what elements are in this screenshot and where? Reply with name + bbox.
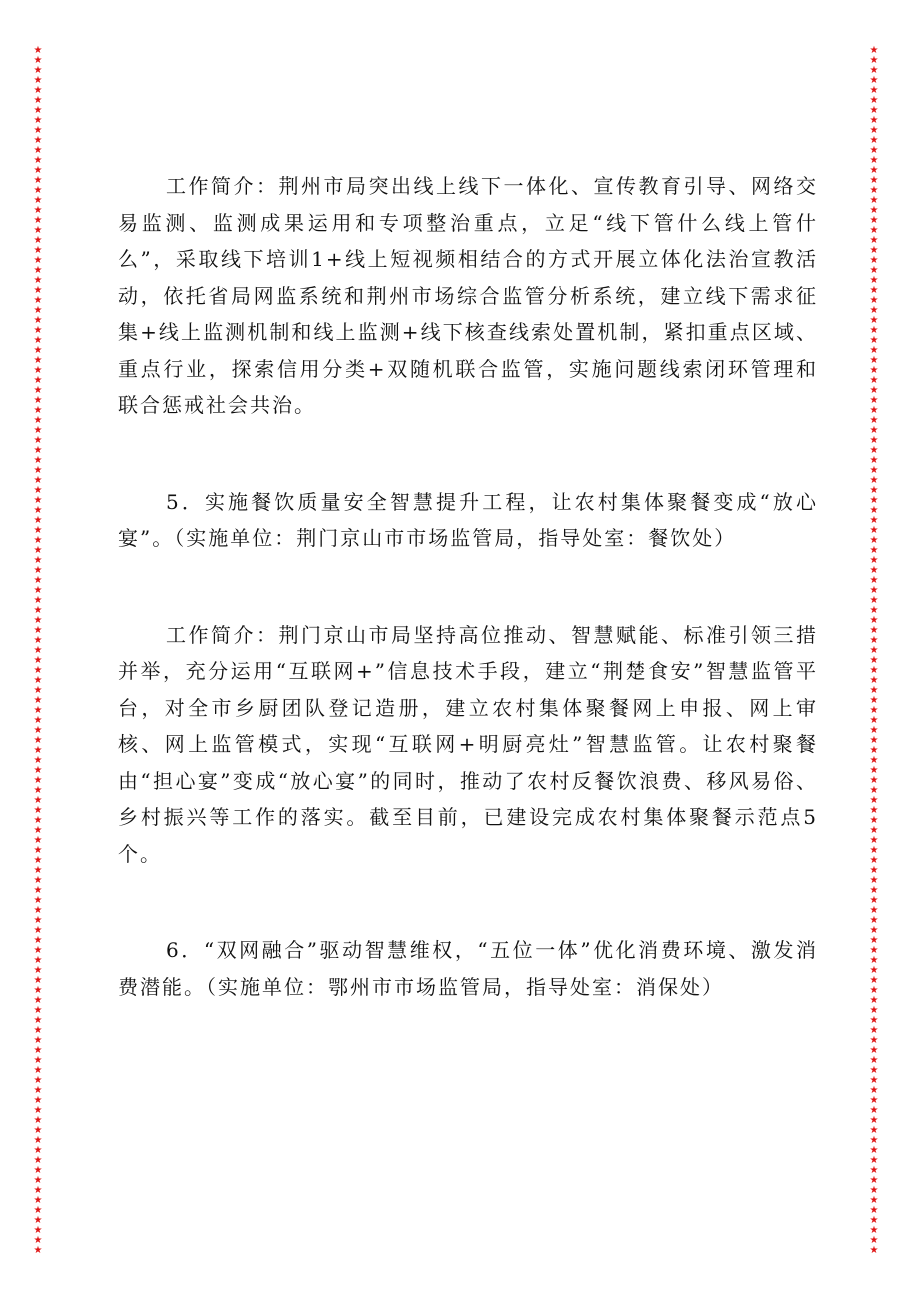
star-icon: ★ [33,965,43,976]
star-icon: ★ [33,85,43,96]
star-icon: ★ [869,895,879,906]
star-icon: ★ [33,1225,43,1236]
star-icon: ★ [33,395,43,406]
star-icon: ★ [33,1185,43,1196]
star-icon: ★ [33,755,43,766]
star-icon: ★ [869,645,879,656]
star-icon: ★ [869,695,879,706]
star-icon: ★ [869,135,879,146]
star-icon: ★ [33,855,43,866]
star-icon: ★ [33,455,43,466]
star-icon: ★ [869,1175,879,1186]
star-icon: ★ [869,1195,879,1206]
star-icon: ★ [869,275,879,286]
star-icon: ★ [869,75,879,86]
star-icon: ★ [869,1145,879,1156]
star-icon: ★ [33,1155,43,1166]
star-icon: ★ [869,405,879,416]
paragraph-item-5-heading: 5．实施餐饮质量安全智慧提升工程，让农村集体聚餐变成“放心宴”。（实施单位：荆门京山市市场监管局，指导处室：餐饮处） [118,489,818,550]
star-icon: ★ [33,935,43,946]
star-icon: ★ [33,365,43,376]
star-icon: ★ [869,1105,879,1116]
star-icon: ★ [33,225,43,236]
star-icon: ★ [33,115,43,126]
star-icon: ★ [869,665,879,676]
star-icon: ★ [33,725,43,736]
star-icon: ★ [869,205,879,216]
star-icon: ★ [33,575,43,586]
star-icon: ★ [33,535,43,546]
star-icon: ★ [33,905,43,916]
paragraph-item-6-heading: 6．“双网融合”驱动智慧维权，“五位一体”优化消费环境、激发消费潜能。（实施单位：鄂州市市场监管局，指导处室：消保处） [118,938,818,999]
star-icon: ★ [33,525,43,536]
star-icon: ★ [869,115,879,126]
star-icon: ★ [869,1245,879,1256]
star-icon: ★ [33,475,43,486]
star-icon: ★ [869,155,879,166]
star-icon: ★ [869,1125,879,1136]
star-icon: ★ [33,915,43,926]
star-icon: ★ [33,485,43,496]
star-icon: ★ [33,435,43,446]
star-icon: ★ [869,985,879,996]
star-icon: ★ [33,515,43,526]
star-icon: ★ [33,265,43,276]
star-icon: ★ [33,375,43,386]
star-icon: ★ [869,735,879,746]
star-icon: ★ [869,145,879,156]
star-icon: ★ [869,235,879,246]
star-icon: ★ [869,355,879,366]
star-icon: ★ [869,55,879,66]
star-icon: ★ [869,345,879,356]
star-icon: ★ [869,1005,879,1016]
star-icon: ★ [33,1175,43,1186]
star-icon: ★ [33,1135,43,1146]
star-icon: ★ [869,745,879,756]
star-icon: ★ [33,1145,43,1156]
star-icon: ★ [869,285,879,296]
star-icon: ★ [869,795,879,806]
star-icon: ★ [33,205,43,216]
star-icon: ★ [869,1085,879,1096]
star-icon: ★ [33,785,43,796]
star-icon: ★ [33,1095,43,1106]
star-icon: ★ [869,165,879,176]
star-icon: ★ [869,905,879,916]
star-icon: ★ [33,1105,43,1116]
star-icon: ★ [869,1055,879,1066]
star-icon: ★ [33,235,43,246]
star-icon: ★ [33,885,43,896]
star-icon: ★ [869,705,879,716]
star-icon: ★ [33,765,43,776]
star-icon: ★ [33,345,43,356]
star-icon: ★ [869,195,879,206]
star-icon: ★ [869,605,879,616]
star-icon: ★ [869,855,879,866]
star-icon: ★ [33,1115,43,1126]
star-icon: ★ [33,155,43,166]
star-icon: ★ [33,1085,43,1096]
star-icon: ★ [869,975,879,986]
star-icon: ★ [869,885,879,896]
star-icon: ★ [33,895,43,906]
star-icon: ★ [869,225,879,236]
star-icon: ★ [869,755,879,766]
star-icon: ★ [869,785,879,796]
star-icon: ★ [33,255,43,266]
star-icon: ★ [33,875,43,886]
star-icon: ★ [869,765,879,776]
star-icon: ★ [33,275,43,286]
star-icon: ★ [869,1115,879,1126]
star-icon: ★ [869,85,879,96]
star-icon: ★ [869,955,879,966]
star-icon: ★ [33,195,43,206]
star-icon: ★ [33,125,43,136]
star-icon: ★ [869,215,879,226]
star-icon: ★ [869,485,879,496]
star-icon: ★ [869,565,879,576]
star-icon: ★ [33,615,43,626]
star-icon: ★ [33,635,43,646]
star-icon: ★ [33,285,43,296]
star-icon: ★ [33,705,43,716]
star-icon: ★ [869,775,879,786]
star-icon: ★ [33,805,43,816]
star-icon: ★ [869,935,879,946]
star-icon: ★ [869,45,879,56]
star-icon: ★ [33,595,43,606]
star-icon: ★ [869,575,879,586]
star-icon: ★ [869,845,879,856]
star-icon: ★ [869,1075,879,1086]
star-icon: ★ [869,595,879,606]
star-icon: ★ [869,125,879,136]
star-icon: ★ [869,1095,879,1106]
star-icon: ★ [33,1165,43,1176]
star-icon: ★ [869,585,879,596]
star-icon: ★ [33,165,43,176]
star-icon: ★ [33,695,43,706]
star-icon: ★ [33,555,43,566]
star-icon: ★ [33,745,43,756]
star-icon: ★ [33,835,43,846]
star-icon: ★ [869,95,879,106]
star-icon: ★ [33,545,43,556]
star-icon: ★ [33,1005,43,1016]
star-icon: ★ [33,385,43,396]
star-icon: ★ [33,245,43,256]
star-icon: ★ [33,505,43,516]
paragraph-jingzhou-summary: 工作简介：荆州市局突出线上线下一体化、宣传教育引导、网络交易监测、监测成果运用和专项整治重点，立足“线下管什么线上管什么”，采取线下培训1+线上短视频相结合的方式开展立体化法治宣教活动，依托省局网监系统和荆州市场综合监管分析系统，建立线下需求征集+线上监测机制和线上监测+线下核查线索处置机制，紧扣重点区域、重点行业，探索信用分类+双随机联合监管，实施问题线索闭环管理和联合惩戒社会共治。 [118,174,818,417]
star-icon: ★ [33,985,43,996]
star-icon: ★ [33,445,43,456]
star-icon: ★ [33,665,43,676]
star-icon: ★ [869,725,879,736]
star-icon: ★ [869,1185,879,1196]
star-icon: ★ [869,875,879,886]
star-icon: ★ [869,865,879,876]
star-icon: ★ [869,495,879,506]
star-icon: ★ [869,265,879,276]
star-icon: ★ [33,625,43,636]
star-icon: ★ [33,405,43,416]
star-icon: ★ [869,1215,879,1226]
star-icon: ★ [33,1065,43,1076]
star-icon: ★ [869,395,879,406]
star-icon: ★ [33,415,43,426]
star-icon: ★ [33,175,43,186]
star-icon: ★ [869,815,879,826]
star-icon: ★ [33,305,43,316]
star-icon: ★ [869,1155,879,1166]
star-icon: ★ [33,145,43,156]
star-icon: ★ [869,625,879,636]
document-body [118,168,818,1005]
star-icon: ★ [33,655,43,666]
star-icon: ★ [869,1225,879,1236]
star-icon: ★ [33,325,43,336]
star-icon: ★ [869,675,879,686]
star-icon: ★ [869,635,879,646]
star-icon: ★ [33,1045,43,1056]
star-icon: ★ [869,65,879,76]
star-icon: ★ [869,1235,879,1246]
left-star-border [32,46,44,1254]
star-icon: ★ [33,955,43,966]
star-icon: ★ [869,545,879,556]
star-icon: ★ [33,1205,43,1216]
star-icon: ★ [869,465,879,476]
star-icon: ★ [33,65,43,76]
star-icon: ★ [33,795,43,806]
star-icon: ★ [33,95,43,106]
star-icon: ★ [33,335,43,346]
star-icon: ★ [33,1215,43,1226]
star-icon: ★ [869,1135,879,1146]
star-icon: ★ [33,645,43,656]
star-icon: ★ [33,605,43,616]
star-icon: ★ [869,455,879,466]
star-icon: ★ [33,295,43,306]
star-icon: ★ [33,1125,43,1136]
star-icon: ★ [869,175,879,186]
star-icon: ★ [869,1025,879,1036]
star-icon: ★ [869,415,879,426]
star-icon: ★ [869,435,879,446]
star-icon: ★ [33,45,43,56]
star-icon: ★ [33,715,43,726]
star-icon: ★ [33,815,43,826]
star-icon: ★ [33,1235,43,1246]
star-icon: ★ [869,375,879,386]
star-icon: ★ [33,185,43,196]
star-icon: ★ [869,445,879,456]
star-icon: ★ [869,1035,879,1046]
star-icon: ★ [869,475,879,486]
star-icon: ★ [869,365,879,376]
star-icon: ★ [869,805,879,816]
star-icon: ★ [869,325,879,336]
star-icon: ★ [869,945,879,956]
star-icon: ★ [869,315,879,326]
star-icon: ★ [869,335,879,346]
star-icon: ★ [869,965,879,976]
star-icon: ★ [869,685,879,696]
star-icon: ★ [33,1245,43,1256]
star-icon: ★ [33,55,43,66]
star-icon: ★ [33,865,43,876]
star-icon: ★ [33,925,43,936]
star-icon: ★ [869,925,879,936]
star-icon: ★ [869,1065,879,1076]
star-icon: ★ [33,1195,43,1206]
star-icon: ★ [33,355,43,366]
star-icon: ★ [869,425,879,436]
star-icon: ★ [869,1015,879,1026]
star-icon: ★ [869,305,879,316]
star-icon: ★ [33,585,43,596]
star-icon: ★ [33,675,43,686]
star-icon: ★ [33,825,43,836]
star-icon: ★ [869,535,879,546]
star-icon: ★ [33,1025,43,1036]
star-icon: ★ [869,825,879,836]
star-icon: ★ [869,715,879,726]
star-icon: ★ [869,505,879,516]
star-icon: ★ [869,1045,879,1056]
star-icon: ★ [869,915,879,926]
star-icon: ★ [33,845,43,856]
star-icon: ★ [33,75,43,86]
paragraph-jingshan-summary: 工作简介：荆门京山市局坚持高位推动、智慧赋能、标准引领三措并举，充分运用“互联网+”信息技术手段，建立“荆楚食安”智慧监管平台，对全市乡厨团队登记造册，建立农村集体聚餐网上申报、网上审核、网上监管模式，实现“互联网+明厨亮灶”智慧监管。让农村聚餐由“担心宴”变成“放心宴”的同时，推动了农村反餐饮浪费、移风易俗、乡村振兴等工作的落实。截至目前，已建设完成农村集体聚餐示范点5个。 [118,622,818,866]
star-icon: ★ [33,975,43,986]
star-icon: ★ [33,425,43,436]
star-icon: ★ [869,835,879,846]
star-icon: ★ [869,255,879,266]
star-icon: ★ [869,105,879,116]
star-icon: ★ [869,525,879,536]
star-icon: ★ [869,295,879,306]
star-icon: ★ [33,735,43,746]
star-icon: ★ [33,135,43,146]
star-icon: ★ [33,995,43,1006]
star-icon: ★ [33,465,43,476]
star-icon: ★ [33,215,43,226]
star-icon: ★ [33,945,43,956]
star-icon: ★ [33,315,43,326]
right-star-border [868,46,880,1254]
star-icon: ★ [869,555,879,566]
star-icon: ★ [33,495,43,506]
star-icon: ★ [869,615,879,626]
star-icon: ★ [869,1205,879,1216]
star-icon: ★ [869,385,879,396]
star-icon: ★ [33,1035,43,1046]
star-icon: ★ [33,1015,43,1026]
star-icon: ★ [869,995,879,1006]
star-icon: ★ [33,105,43,116]
star-icon: ★ [869,515,879,526]
star-icon: ★ [869,245,879,256]
star-icon: ★ [869,655,879,666]
star-icon: ★ [33,1075,43,1086]
star-icon: ★ [869,1165,879,1176]
star-icon: ★ [33,685,43,696]
star-icon: ★ [33,775,43,786]
star-icon: ★ [33,1055,43,1066]
star-icon: ★ [869,185,879,196]
star-icon: ★ [33,565,43,576]
